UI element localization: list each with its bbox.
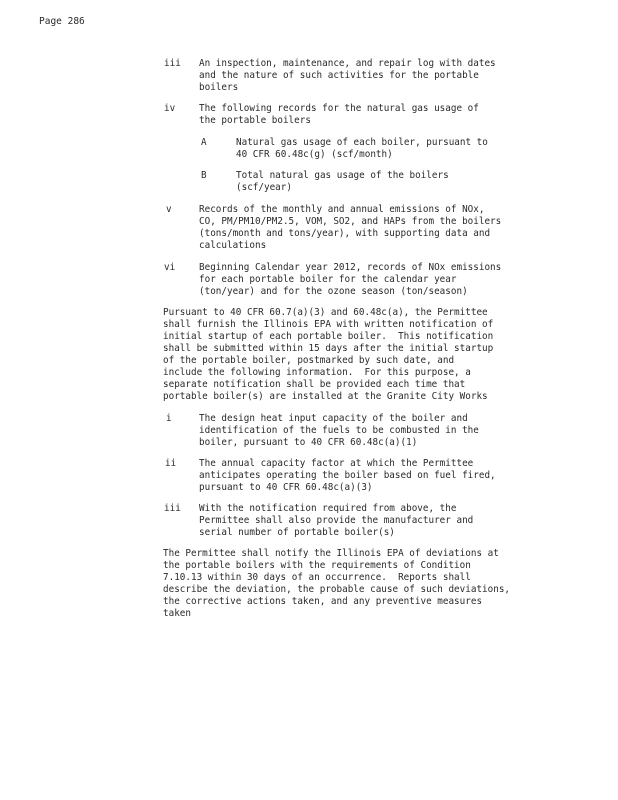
item-marker: vi [164, 262, 176, 273]
paragraph-line: 7.10.13 within 30 days of an occurrence. Reports shall [163, 572, 471, 583]
item-line: Beginning Calendar year 2012, records of NOx emissions [199, 262, 502, 273]
item-line: Natural gas usage of each boiler, pursuant to [236, 137, 488, 148]
item-line: Permittee shall also provide the manufacturer and [199, 515, 474, 526]
item-line: (scf/year) [236, 182, 292, 193]
item-line: serial number of portable boiler(s) [199, 527, 395, 538]
paragraph-line: include the following information. For this purpose, a [163, 367, 471, 378]
item-line: An inspection, maintenance, and repair log with dates [199, 58, 496, 69]
item-line: (tons/month and tons/year), with supporting data and [199, 228, 491, 239]
page-number: Page 286 [39, 16, 85, 27]
paragraph-line: Pursuant to 40 CFR 60.7(a)(3) and 60.48c(a), the Permittee [163, 307, 488, 318]
item-line: boiler, pursuant to 40 CFR 60.48c(a)(1) [199, 437, 418, 448]
item-marker: A [201, 137, 207, 148]
paragraph-line: describe the deviation, the probable cause of such deviations, [163, 584, 511, 595]
item-marker: iii [164, 503, 181, 514]
item-line: Total natural gas usage of the boilers [236, 170, 449, 181]
item-marker: iv [164, 103, 176, 114]
item-line: The following records for the natural gas usage of [199, 103, 479, 114]
item-line: the portable boilers [199, 115, 311, 126]
paragraph-line: the portable boilers with the requirements of Condition [163, 560, 471, 571]
item-marker: i [166, 413, 172, 424]
paragraph-line: shall furnish the Illinois EPA with written notification of [163, 319, 494, 330]
paragraph-line: The Permittee shall notify the Illinois EPA of deviations at [163, 548, 499, 559]
item-marker: B [201, 170, 207, 181]
item-line: boilers [199, 82, 239, 93]
paragraph-line: the corrective actions taken, and any preventive measures [163, 596, 483, 607]
item-line: identification of the fuels to be combusted in the [199, 425, 479, 436]
paragraph-line: separate notification shall be provided each time that [163, 379, 466, 390]
item-line: pursuant to 40 CFR 60.48c(a)(3) [199, 482, 373, 493]
item-line: for each portable boiler for the calendar year [199, 274, 457, 285]
item-marker: iii [164, 58, 181, 69]
item-line: The design heat input capacity of the boiler and [199, 413, 468, 424]
item-line: and the nature of such activities for the portable [199, 70, 479, 81]
paragraph-line: initial startup of each portable boiler. This notification [163, 331, 494, 342]
item-line: With the notification required from above, the [199, 503, 457, 514]
item-line: calculations [199, 240, 267, 251]
item-line: Records of the monthly and annual emissions of NOx, [199, 204, 485, 215]
item-line: (ton/year) and for the ozone season (ton/season) [199, 286, 468, 297]
paragraph-line: of the portable boiler, postmarked by such date, and [163, 355, 455, 366]
item-marker: ii [165, 458, 177, 469]
item-line: CO, PM/PM10/PM2.5, VOM, SO2, and HAPs from the boilers [199, 216, 502, 227]
paragraph-line: taken [163, 608, 191, 619]
item-line: The annual capacity factor at which the Permittee [199, 458, 474, 469]
paragraph-line: shall be submitted within 15 days after the initial startup [163, 343, 494, 354]
paragraph-line: portable boiler(s) are installed at the Granite City Works [163, 391, 488, 402]
item-marker: v [166, 204, 172, 215]
item-line: 40 CFR 60.48c(g) (scf/month) [236, 149, 393, 160]
item-line: anticipates operating the boiler based on fuel fired, [199, 470, 496, 481]
